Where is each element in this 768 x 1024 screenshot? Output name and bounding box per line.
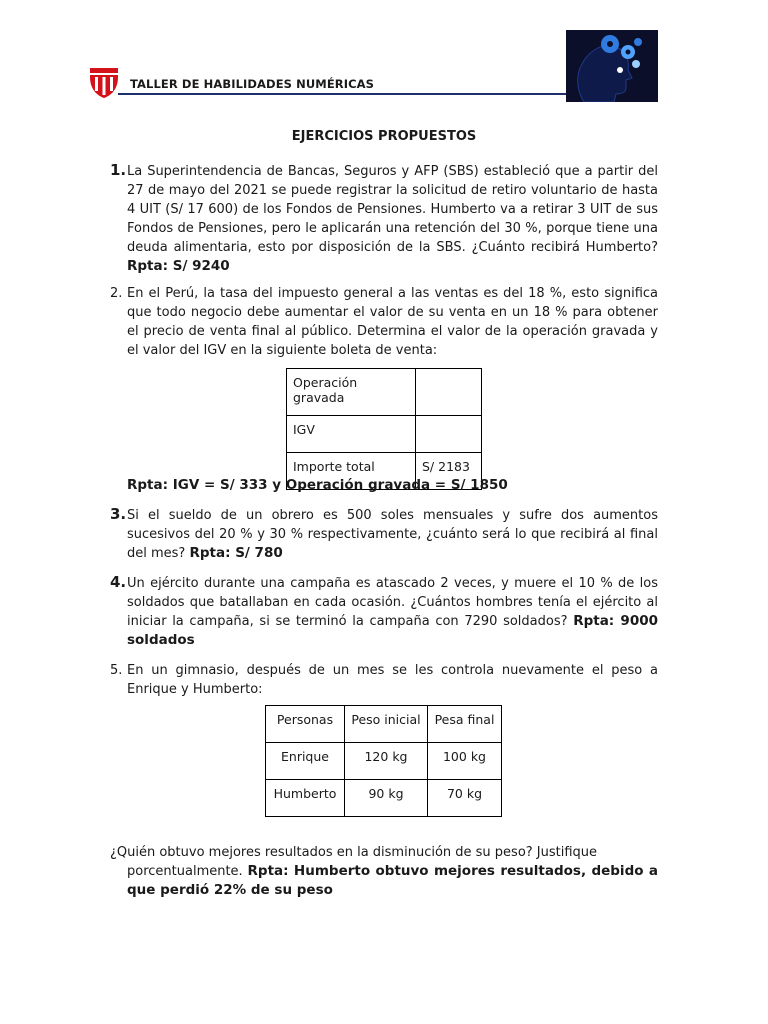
invoice-table <box>286 368 482 490</box>
header-divider <box>118 93 578 95</box>
header-title: TALLER DE HABILIDADES NUMÉRICAS <box>130 77 375 91</box>
exercise-1 <box>110 162 658 276</box>
head-gears-image <box>566 30 658 102</box>
table-row: Importe total S/ 2183 <box>287 453 482 490</box>
exercise-5-question: ¿Quién obtuvo mejores resultados en la disminución de su peso? Justifique porcentualmente. Rpta: Humberto obtuvo mejores resultados, debido a que perdió 22% de su peso <box>110 845 658 898</box>
exercise-number: 5. <box>110 663 123 678</box>
table-row: Operación gravada <box>287 369 482 416</box>
exercise-number: 3. <box>110 505 127 523</box>
exercise-2 <box>110 284 658 360</box>
exercise-number: 4. <box>110 573 127 591</box>
university-logo-icon <box>90 68 118 98</box>
document-title: EJERCICIOS PROPUESTOS <box>291 129 477 144</box>
table-row: Enrique 120 kg 100 kg <box>266 743 502 780</box>
table-row: Humberto 90 kg 70 kg <box>266 780 502 817</box>
exercise-text: La Superintendencia de Bancas, Seguros y AFP (SBS) estableció que a partir del 27 de mayo del 2021 se puede registrar la solicitud de retiro voluntario de hasta 4 UIT (S/ 17 600) de los Fondos de Pensiones. Humberto va a retirar 3 UIT de sus Fondos de Pensiones, pero le aplicarán una retención del 30 %, porque tiene una deuda alimentaria, esto por disposición de la SBS. ¿Cuánto recibirá Humberto? Rpta: S/ 9240 <box>127 164 658 274</box>
exercise-4 <box>110 574 658 650</box>
exercise-text: En un gimnasio, después de un mes se les controla nuevamente el peso a Enrique y Humberto: <box>127 663 658 697</box>
exercise-answer: Rpta: Humberto obtuvo mejores resultados, debido a que perdió 22% de su peso <box>127 863 658 898</box>
exercise-3 <box>110 506 658 563</box>
table-header-row: Personas Peso inicial Pesa final <box>266 706 502 743</box>
exercise-answer: Rpta: IGV = S/ 333 y Operación gravada = S/ 1850 <box>127 477 508 493</box>
exercise-answer: Rpta: 9000 soldados <box>127 613 659 648</box>
exercise-text: En el Perú, la tasa del impuesto general a las ventas es del 18 %, esto significa que todo negocio debe aumentar el valor de su venta en un 18 % para obtener el precio de venta final al público. Determina el valor de la operación gravada y el valor del IGV en la siguiente boleta de venta: <box>127 286 658 358</box>
table-row: IGV <box>287 416 482 453</box>
weight-table <box>265 705 502 817</box>
exercise-number: 1. <box>110 161 127 179</box>
exercise-number: 2. <box>110 286 123 301</box>
exercise-text: Si el sueldo de un obrero es 500 soles mensuales y sufre dos aumentos sucesivos del 20 % y 30 % respectivamente, ¿cuánto será lo que recibirá al final del mes? Rpta: S/ 780 <box>127 508 658 561</box>
exercise-5 <box>110 661 658 699</box>
exercise-answer: Rpta: S/ 9240 <box>127 258 230 274</box>
exercise-text: Un ejército durante una campaña es atascado 2 veces, y muere el 10 % de los soldados que batallaban en cada ocasión. ¿Cuántos hombres tenía el ejército al iniciar la campaña, si se terminó la campaña con 7290 soldados? Rpta: 9000 soldados <box>127 576 659 648</box>
exercise-answer: Rpta: S/ 780 <box>189 545 283 561</box>
